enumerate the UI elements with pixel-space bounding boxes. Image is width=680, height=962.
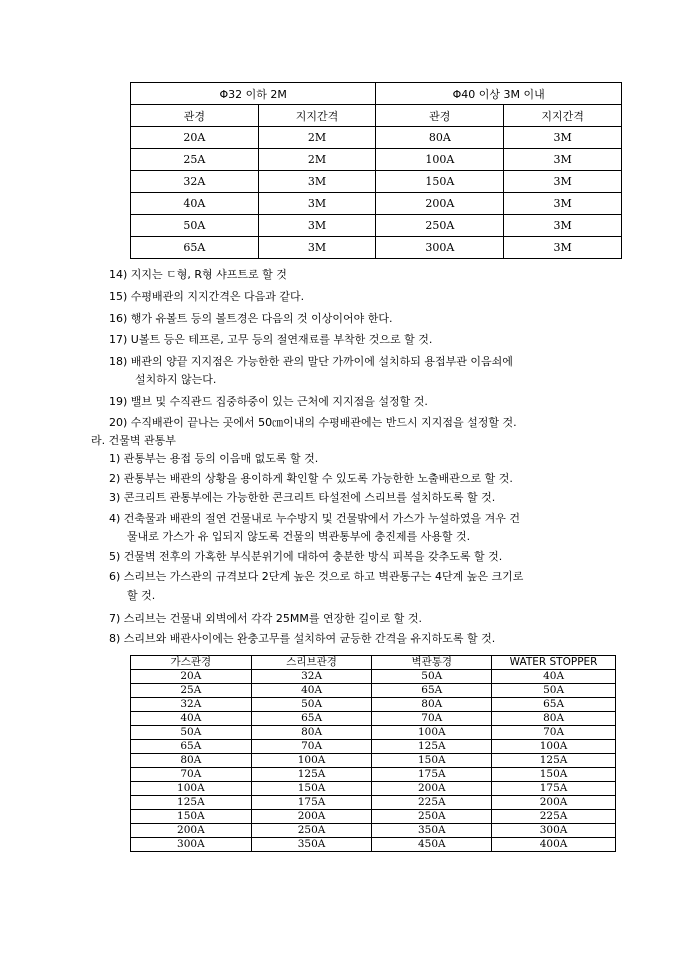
item-text: 수직배관이 끝나는 곳에서 50㎝이내의 수평배관에는 반드시 지지점을 설정할 것. [130, 416, 517, 429]
table-cell: 65A [131, 237, 259, 259]
table-cell: 100A [372, 726, 492, 740]
list-item [109, 512, 520, 526]
table-header-row [131, 656, 616, 670]
item-continuation: 할 것. [127, 589, 156, 602]
table-cell: 50A [251, 698, 372, 712]
group-header-large: Φ40 이상 3M 이내 [376, 83, 622, 105]
table-row [131, 796, 616, 810]
table-cell: 80A [251, 726, 372, 740]
list-item [109, 268, 287, 282]
table-row [131, 670, 616, 684]
table-cell: 20A [131, 127, 259, 149]
column-header: 가스관경 [131, 656, 252, 670]
item-text: 콘크리트 관통부에는 가능한한 콘크리트 타설전에 스리브를 설치하도록 할 것. [123, 491, 496, 504]
item-text: 관통부는 용접 등의 이음매 없도록 할 것. [123, 452, 319, 465]
table-cell: 50A [131, 726, 252, 740]
table-cell: 250A [376, 215, 504, 237]
table-cell: 250A [372, 810, 492, 824]
table-cell: 225A [372, 796, 492, 810]
table-cell: 125A [372, 740, 492, 754]
table-cell: 70A [131, 768, 252, 782]
item-continuation: 설치하지 않는다. [135, 373, 217, 386]
table-cell: 300A [376, 237, 504, 259]
table-row [131, 782, 616, 796]
item-number: 18) [109, 355, 128, 368]
item-text: 밸브 및 수직관드 집중하중이 있는 근처에 지지점을 설정할 것. [130, 395, 428, 408]
column-header: 벽관통경 [372, 656, 492, 670]
item-number: 20) [109, 416, 128, 429]
table-cell: 175A [492, 782, 616, 796]
table-row [131, 237, 622, 259]
table-cell: 150A [372, 754, 492, 768]
item-number: 5) [109, 550, 121, 563]
table-cell: 2M [258, 149, 376, 171]
list-item [109, 355, 513, 369]
table-cell: 450A [372, 838, 492, 852]
item-number: 19) [109, 395, 128, 408]
item-text: 배관의 양끝 지지점은 가능한한 관의 말단 가까이에 설치하되 용접부관 이음쇠에 [130, 355, 513, 368]
table-cell: 50A [492, 684, 616, 698]
item-number: 6) [109, 570, 121, 583]
table-row [131, 684, 616, 698]
table-cell: 65A [131, 740, 252, 754]
table-cell: 125A [251, 768, 372, 782]
item-text: 건물벽 전후의 가혹한 부식분위기에 대하여 충분한 방식 피복을 갖추도록 할 것. [123, 550, 503, 563]
table-cell: 400A [492, 838, 616, 852]
table-row [131, 768, 616, 782]
table-cell: 50A [372, 670, 492, 684]
table-cell: 20A [131, 670, 252, 684]
table-cell: 2M [258, 127, 376, 149]
sleeve-size-table [130, 655, 616, 852]
table-cell: 80A [492, 712, 616, 726]
column-header: 지지간격 [504, 105, 622, 127]
table-cell: 80A [131, 754, 252, 768]
table-cell: 70A [492, 726, 616, 740]
table-cell: 300A [131, 838, 252, 852]
item-continuation: 물내로 가스가 유 입되지 않도록 건물의 벽관통부에 충진제를 사용할 것. [127, 530, 471, 543]
item-text: 스리브는 가스관의 규격보다 2단계 높은 것으로 하고 벽관통구는 4단계 높은 크기로 [123, 570, 524, 583]
table-cell: 25A [131, 684, 252, 698]
table-cell: 3M [258, 237, 376, 259]
table-cell: 150A [376, 171, 504, 193]
list-item [109, 452, 318, 466]
list-item [109, 290, 304, 304]
list-item [109, 312, 393, 326]
item-number: 4) [109, 512, 121, 525]
table-cell: 150A [492, 768, 616, 782]
list-item [109, 570, 523, 584]
table-row [131, 149, 622, 171]
table-cell: 3M [504, 171, 622, 193]
item-text: 지지는 ㄷ형, R형 샤프트로 할 것 [130, 268, 287, 281]
table-cell: 65A [251, 712, 372, 726]
table-cell: 150A [131, 810, 252, 824]
table-cell: 65A [372, 684, 492, 698]
table-cell: 70A [372, 712, 492, 726]
table-row [131, 838, 616, 852]
table-cell: 200A [372, 782, 492, 796]
table-cell: 175A [251, 796, 372, 810]
column-header: WATER STOPPER [492, 656, 616, 670]
list-item [109, 612, 422, 626]
item-number: 15) [109, 290, 128, 303]
table-cell: 150A [251, 782, 372, 796]
table-cell: 350A [251, 838, 372, 852]
table-row [131, 754, 616, 768]
list-item [109, 395, 428, 409]
column-header: 관경 [376, 105, 504, 127]
table-cell: 40A [131, 712, 252, 726]
table-cell: 125A [492, 754, 616, 768]
list-item [109, 333, 432, 347]
list-item [109, 472, 513, 486]
table-cell: 3M [504, 127, 622, 149]
table-cell: 50A [131, 215, 259, 237]
item-number: 2) [109, 472, 121, 485]
table-row [131, 740, 616, 754]
column-header: 스리브관경 [251, 656, 372, 670]
item-number: 1) [109, 452, 121, 465]
table-cell: 300A [492, 824, 616, 838]
table-cell: 250A [251, 824, 372, 838]
item-number: 3) [109, 491, 121, 504]
support-spacing-table [130, 82, 622, 259]
table-cell: 65A [492, 698, 616, 712]
table-row [131, 193, 622, 215]
table-cell: 40A [492, 670, 616, 684]
group-header-small: Φ32 이하 2M [131, 83, 376, 105]
item-text: 건축물과 배관의 절연 건물내로 누수방지 및 건물밖에서 가스가 누설하였을 겨우 건 [123, 512, 521, 525]
list-item [109, 550, 502, 564]
table-cell: 3M [258, 215, 376, 237]
table-cell: 350A [372, 824, 492, 838]
table-row [131, 698, 616, 712]
table-cell: 40A [131, 193, 259, 215]
table-header-row [131, 105, 622, 127]
table-cell: 100A [376, 149, 504, 171]
table-cell: 32A [251, 670, 372, 684]
table-cell: 100A [251, 754, 372, 768]
item-text: 스리브와 배관사이에는 완충고무를 설치하여 균등한 간격을 유지하도록 할 것. [123, 632, 496, 645]
item-text: 수평배관의 지지간격은 다음과 같다. [130, 290, 305, 303]
table-cell: 200A [492, 796, 616, 810]
table-cell: 200A [376, 193, 504, 215]
table-cell: 200A [251, 810, 372, 824]
table-cell: 225A [492, 810, 616, 824]
table-cell: 125A [131, 796, 252, 810]
table-cell: 25A [131, 149, 259, 171]
item-text: 행가 유볼트 등의 볼트경은 다음의 것 이상이어야 한다. [130, 312, 393, 325]
table-cell: 3M [258, 171, 376, 193]
table-cell: 175A [372, 768, 492, 782]
table-cell: 100A [492, 740, 616, 754]
table-cell: 3M [504, 215, 622, 237]
table-group-header-row [131, 83, 622, 105]
list-item [109, 632, 495, 646]
item-number: 8) [109, 632, 121, 645]
table-cell: 3M [504, 237, 622, 259]
table-cell: 80A [376, 127, 504, 149]
table-cell: 70A [251, 740, 372, 754]
table-cell: 3M [504, 193, 622, 215]
item-number: 14) [109, 268, 128, 281]
item-number: 17) [109, 333, 128, 346]
table-cell: 3M [258, 193, 376, 215]
table-cell: 80A [372, 698, 492, 712]
table-row [131, 810, 616, 824]
item-text: 스리브는 건물내 외벽에서 각각 25MM를 연장한 길이로 할 것. [123, 612, 423, 625]
table-row [131, 127, 622, 149]
table-cell: 3M [504, 149, 622, 171]
table-cell: 32A [131, 171, 259, 193]
table-cell: 40A [251, 684, 372, 698]
item-number: 16) [109, 312, 128, 325]
table-cell: 32A [131, 698, 252, 712]
item-number: 7) [109, 612, 121, 625]
column-header: 지지간격 [258, 105, 376, 127]
table-row [131, 712, 616, 726]
table-row [131, 824, 616, 838]
table-cell: 100A [131, 782, 252, 796]
item-text: 관통부는 배관의 상황을 용이하게 확인할 수 있도록 가능한한 노출배관으로 할 것. [123, 472, 513, 485]
table-row [131, 171, 622, 193]
item-text: U볼트 등은 테프론, 고무 등의 절연재료를 부착한 것으로 할 것. [130, 333, 433, 346]
table-cell: 200A [131, 824, 252, 838]
table-row [131, 215, 622, 237]
list-item [109, 416, 517, 430]
list-item [109, 491, 495, 505]
column-header: 관경 [131, 105, 259, 127]
section-title: 라. 건물벽 관통부 [91, 434, 176, 447]
table-row [131, 726, 616, 740]
